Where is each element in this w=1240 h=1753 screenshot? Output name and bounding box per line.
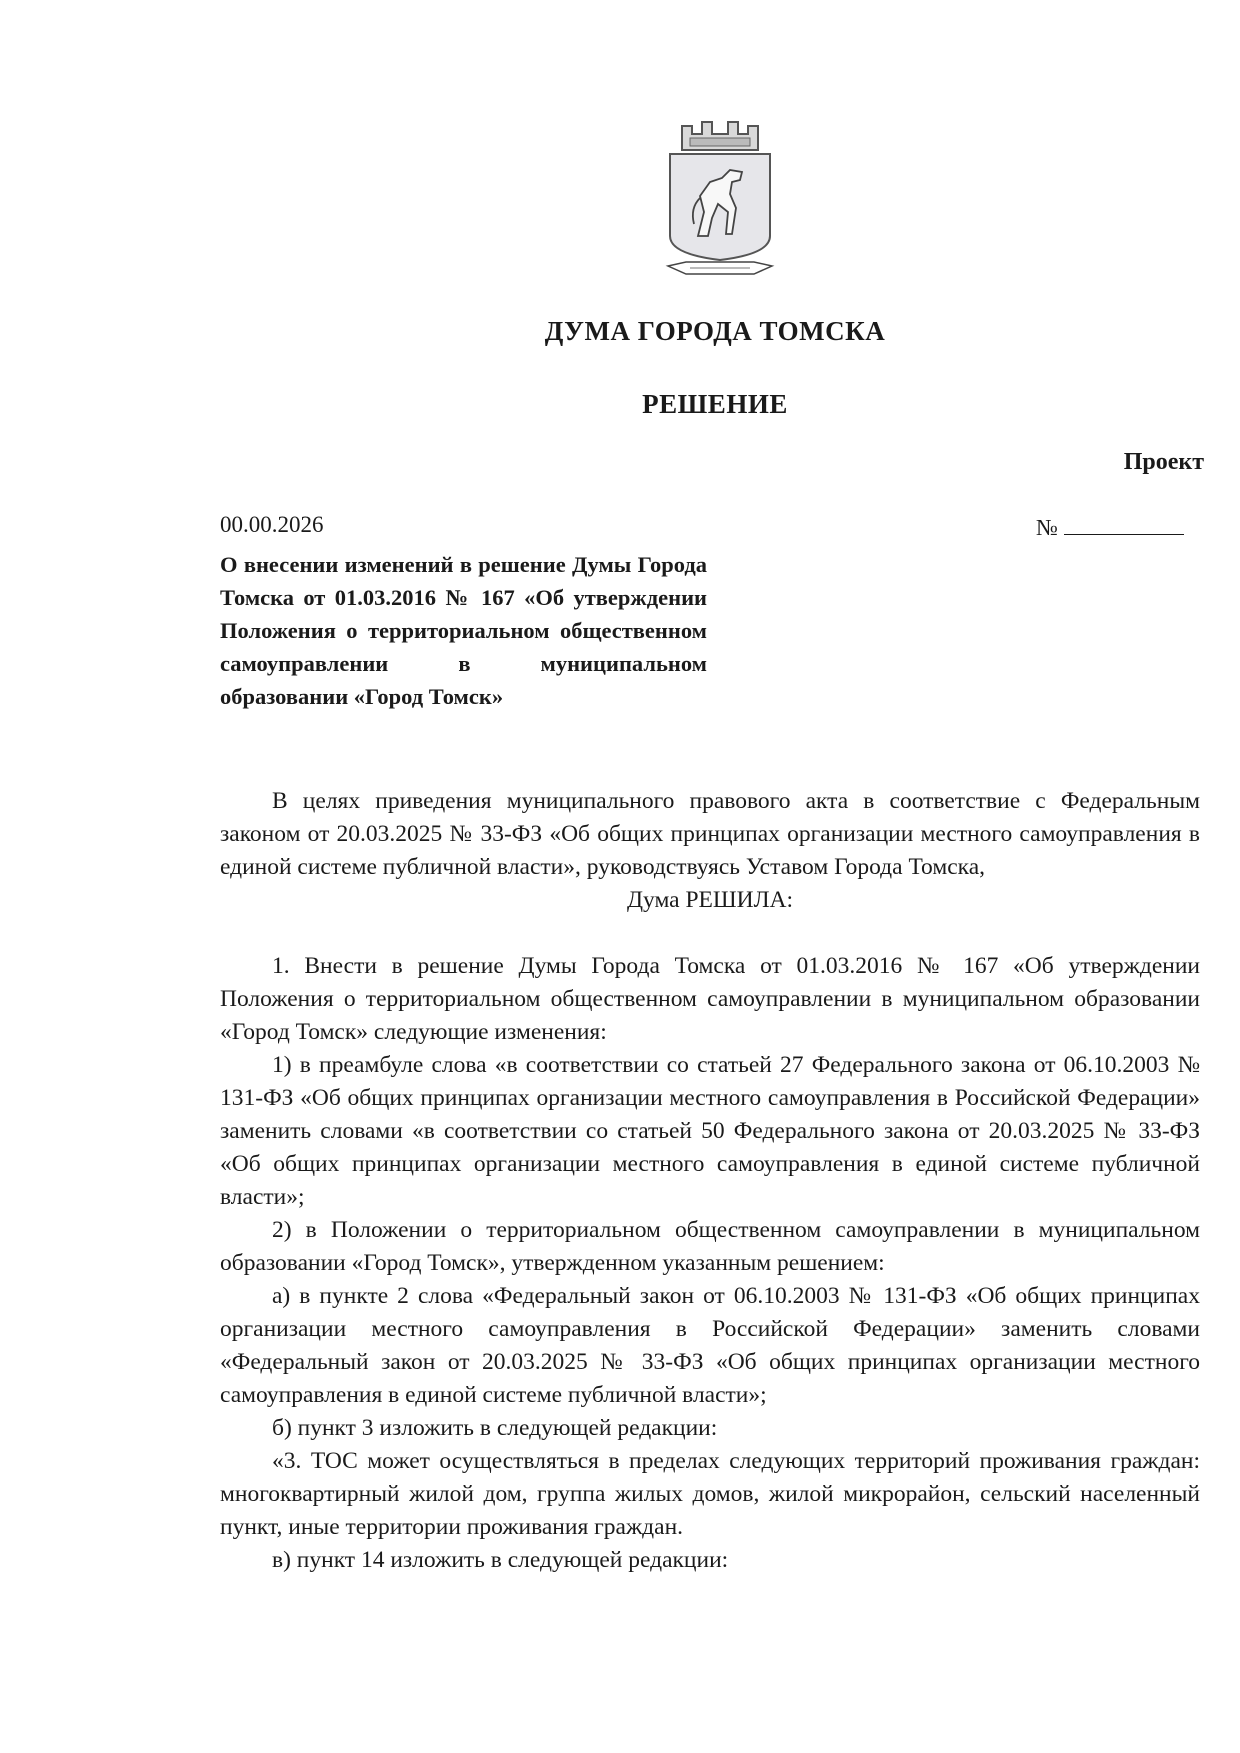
document-type: РЕШЕНИЕ (642, 389, 788, 419)
item-paragraph: 2) в Положении о территориальном общественном самоуправлении в муниципальном образовании «Город Томск», утвержденном указанным решением: (220, 1217, 1200, 1276)
draft-label: Проект (1123, 449, 1204, 475)
item-paragraph: «3. ТОС может осуществляться в пределах следующих территорий проживания граждан: многоквартирный жилой дом, группа жилых домов, жилой микрорайон, сельский населенный пункт, иные территории проживания граждан. (220, 1448, 1200, 1540)
item-paragraph: в) пункт 14 изложить в следующей редакции: (272, 1547, 729, 1573)
coat-of-arms-icon (660, 108, 780, 284)
preamble-paragraph: В целях приведения муниципального правового акта в соответствие с Федеральным законом от 20.03.2025 № 33-ФЗ «Об общих принципах организации местного самоуправления в единой системе публичной власти», руководствуясь Уставом Города Томска, (220, 788, 1200, 880)
decision-body (220, 785, 1200, 1577)
number-label: № (1036, 515, 1058, 540)
item-paragraph: 1. Внести в решение Думы Города Томска от 01.03.2016 № 167 «Об утверждении Положения о территориальном общественном самоуправлении в муниципальном образовании «Город Томск» следующие изменения: (220, 953, 1200, 1045)
resolved-heading: Дума РЕШИЛА: (626, 887, 794, 913)
decision-date: 00.00.2026 (220, 512, 324, 537)
number-blank-line (1064, 512, 1184, 535)
decision-subject: О внесении изменений в решение Думы Города Томска от 01.03.2016 № 167 «Об утверждении Положения о территориальном общественном самоуправлении в муниципальном образовании «Город Томск» (220, 552, 707, 709)
duma-title: ДУМА ГОРОДА ТОМСКА (544, 316, 886, 346)
item-paragraph: б) пункт 3 изложить в следующей редакции: (272, 1415, 718, 1441)
decision-number (1036, 512, 1184, 541)
item-paragraph: а) в пункте 2 слова «Федеральный закон от 06.10.2003 № 131-ФЗ «Об общих принципах организации местного самоуправления в Российской Федерации» заменить словами «Федеральный закон от 20.03.2025 № 33-ФЗ «Об общих принципах организации местного самоуправления в единой системе публичной власти»; (220, 1283, 1200, 1408)
item-paragraph: 1) в преамбуле слова «в соответствии со статьей 27 Федерального закона от 06.10.2003 № 131-ФЗ «Об общих принципах организации местного самоуправления в Российской Федерации» заменить словами «в соответствии со статьей 50 Федерального закона от 20.03.2025 № 33-ФЗ «Об общих принципах организации местного самоуправления в единой системе публичной власти»; (220, 1052, 1200, 1210)
